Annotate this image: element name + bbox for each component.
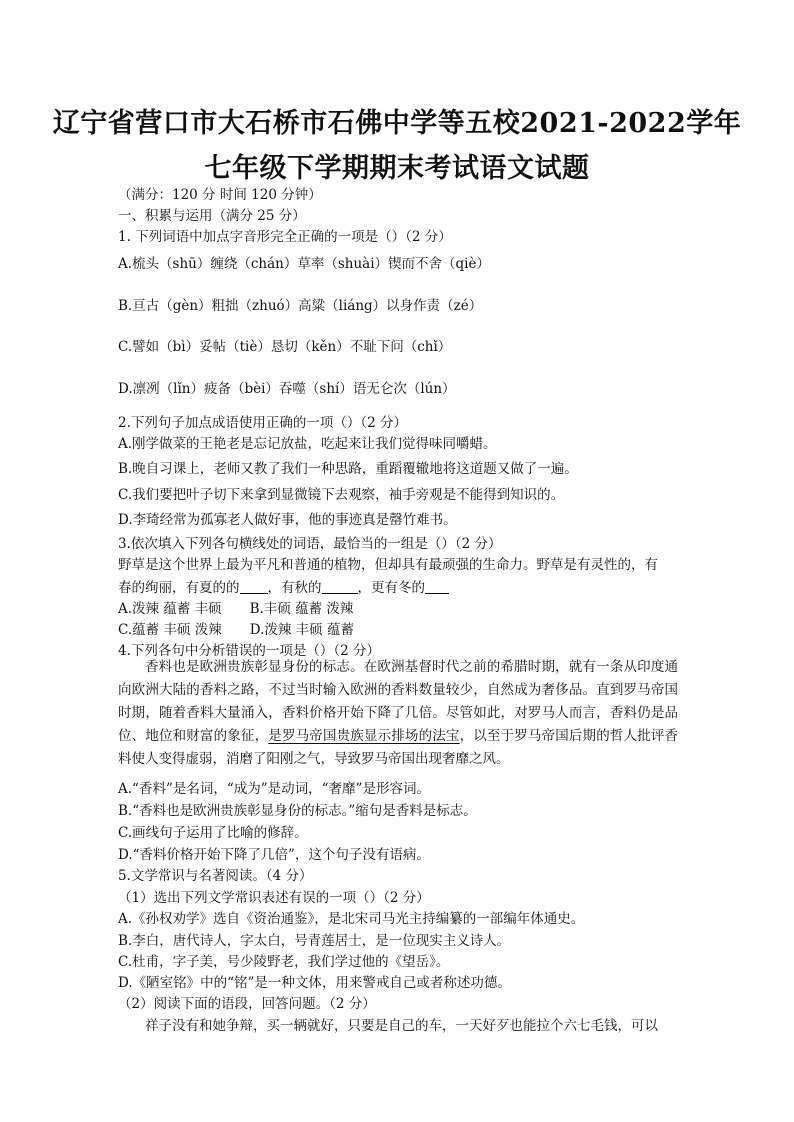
q4-option-b: B.“香料也是欧洲贵族彰显身份的标志。”缩句是香料是标志。	[118, 803, 477, 819]
q2-option-a: A.刚学做菜的王艳老是忘记放盐，吃起来让我们觉得味同嚼蜡。	[118, 436, 497, 452]
fill-blank-2	[322, 579, 358, 594]
q3-passage-line2	[118, 576, 688, 596]
q3-option-d: D.泼辣 丰硕 蕴蓄	[249, 622, 354, 638]
exam-title-line2: 七年级下学期期末考试语文试题	[204, 153, 590, 184]
q4-passage-text-a: 香料也是欧洲贵族彰显身份的标志。在欧洲基督时代之前的希腊时期，就有一条从印度通向欧洲大陆的香料之路，不过当时输入欧洲的香料数量较少，自然成为奢侈品。直到罗马帝国时期，随着香料大量涌入，香料价格开始下降了几倍。尽管如此，对罗马人而言，香料仍是品位、地位和财富的象征，	[118, 659, 678, 744]
q5-option-b: B.李白，唐代诗人，字太白，号青莲居士，是一位现实主义诗人。	[118, 933, 511, 949]
q3-option-b: B.丰硕 蕴蓄 泼辣	[249, 601, 354, 617]
q5-passage-text: 祥子没有和她争辩，买一辆就好，只要是自己的车，一天好歹也能拉个六七毛钱，可以	[145, 1018, 658, 1034]
q1-option-b: B.亘古（gèn）粗拙（zhuó）高粱（liáng）以身作责（zé）	[118, 298, 483, 314]
q2-stem: 2.下列句子加点成语使用正确的一项（）（2 分）	[118, 415, 408, 431]
exam-meta: （满分：120 分 时间 120 分钟）	[118, 187, 322, 203]
q1-stem: 1. 下列词语中加点字音形完全正确的一项是（）（2 分）	[118, 229, 452, 245]
q5-stem: 5.文学常识与名著阅读。（4 分）	[118, 868, 313, 884]
section-heading: 一、积累与运用（满分 25 分）	[118, 208, 306, 224]
q3-passage-part3: ，更有冬的	[357, 580, 425, 596]
fill-blank-3	[425, 579, 449, 594]
q1-option-c: C.譬如（bì）妥帖（tiè）恳切（kěn）不耻下问（chǐ）	[118, 339, 452, 355]
q4-option-c: C.画线句子运用了比喻的修辞。	[118, 825, 308, 841]
q3-stem: 3.依次填入下列各句横线处的词语，最恰当的一组是（）（2 分）	[118, 536, 502, 552]
exam-title-line1: 辽宁省营口市大石桥市石佛中学等五校2021-2022学年	[52, 108, 742, 139]
q1-option-a: A.梳头（shū）缠绕（chán）草率（shuài）锲而不舍（qiè）	[118, 256, 490, 272]
q5-option-a: A.《孙权劝学》选自《资治通鉴》，是北宋司马光主持编纂的一部编年体通史。	[118, 911, 585, 927]
q3-passage-line1: 野草是这个世界上最为平凡和普通的植物，但却具有最顽强的生命力。野草是有灵性的，有	[118, 557, 658, 573]
q3-option-c: C.蕴蓄 丰硕 泼辣	[118, 622, 222, 638]
q5-option-c: C.杜甫，字子美，号少陵野老，我们学过他的《望岳》。	[118, 954, 450, 970]
q4-passage	[118, 656, 678, 771]
q3-option-a: A.泼辣 蕴蓄 丰硕	[118, 601, 222, 617]
q5-passage	[118, 1014, 688, 1034]
q3-passage-part2: ，有秋的	[267, 580, 322, 596]
q3-options-row2	[118, 618, 688, 638]
q3-passage-part1: 春的绚丽，有夏的的	[118, 580, 240, 596]
q4-option-d: D.“香料价格开始下降了几倍”，这个句子没有语病。	[118, 847, 430, 863]
q4-stem: 4.下列各句中分析错误的一项是（）（2 分）	[118, 643, 381, 659]
q2-option-b: B.晚自习课上，老师又教了我们一种思路，重蹈覆辙地将这道题又做了一遍。	[118, 461, 578, 477]
q3-options-row1	[118, 597, 688, 617]
q2-option-d: D.李琦经常为孤寡老人做好事，他的事迹真是罄竹难书。	[118, 512, 457, 528]
q5-option-d: D.《陋室铭》中的“铭”是一种文体，用来警戒自己或者称述功德。	[118, 975, 511, 991]
q2-option-c: C.我们要把叶子切下来拿到显微镜下去观察，袖手旁观是不能得到知识的。	[118, 487, 565, 503]
q4-option-a: A.“香料”是名词，“成为”是动词，“奢靡”是形容词。	[118, 781, 430, 797]
q4-passage-text-b: ，以至于罗马帝国后期的哲人批评香料使人变得虚弱，消磨了阳刚之气，导致罗马帝国出现奢靡之风。	[118, 728, 679, 767]
fill-blank-1	[240, 579, 268, 594]
q5-sub1-stem: （1）选出下列文学常识表述有误的一项（）（2 分）	[118, 890, 430, 906]
q1-option-d: D.凛冽（lǐn）疲备（bèi）吞噬（shí）语无仑次（lún）	[118, 381, 456, 397]
q5-sub2-stem: （2）阅读下面的语段，回答问题。（2 分）	[118, 996, 376, 1012]
q4-underlined-sentence: 是罗马帝国贵族显示排场的法宝	[268, 728, 460, 744]
